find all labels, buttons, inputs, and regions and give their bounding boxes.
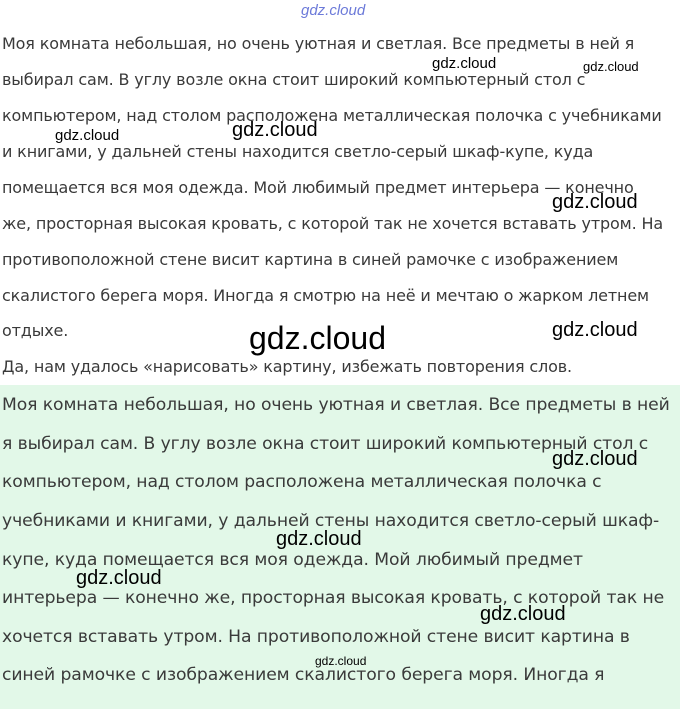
watermark: gdz.cloud — [276, 528, 362, 550]
text-line: компьютером, над столом расположена металлическая полочка с учебниками — [2, 106, 662, 125]
text-line: синей рамочке с изображением скалистого берега моря. Иногда я — [2, 665, 605, 685]
watermark: gdz.cloud — [232, 119, 318, 141]
text-line: Моя комната небольшая, но очень уютная и светлая. Все предметы в ней — [2, 395, 670, 415]
text-line: купе, куда помещается вся моя одежда. Мой любимый предмет — [2, 550, 583, 570]
text-line: же, просторная высокая кровать, с которой так не хочется вставать утром. На — [2, 214, 663, 233]
text-line: скалистого берега моря. Иногда я смотрю на неё и мечтаю о жарком летнем — [2, 286, 649, 305]
watermark: gdz.cloud — [76, 567, 162, 589]
text-line: я выбирал сам. В углу возле окна стоит широкий компьютерный стол с — [2, 434, 649, 454]
text-line: и книгами, у дальней стены находится светло-серый шкаф-купе, куда — [2, 142, 594, 161]
header-watermark: gdz.cloud — [301, 2, 366, 19]
text-line: компьютером, над столом расположена металлическая полочка с — [2, 472, 602, 492]
text-line: учебниками и книгами, у дальней стены находится светло-серый шкаф- — [2, 511, 660, 531]
text-line: интерьера — конечно же, просторная высокая кровать, с которой так не — [2, 588, 665, 608]
watermark: gdz.cloud — [249, 320, 386, 356]
watermark: gdz.cloud — [552, 319, 638, 341]
watermark: gdz.cloud — [55, 127, 120, 144]
text-line: отдыхе. — [2, 321, 69, 340]
watermark: gdz.cloud — [583, 59, 639, 74]
note-line: Да, нам удалось «нарисовать» картину, избежать повторения слов. — [2, 357, 572, 376]
text-line: выбирал сам. В углу возле окна стоит широкий компьютерный стол с — [2, 70, 586, 89]
watermark: gdz.cloud — [315, 654, 367, 668]
watermark: gdz.cloud — [480, 603, 566, 625]
watermark: gdz.cloud — [552, 191, 638, 213]
text-line: противоположной стене висит картина в синей рамочке с изображением — [2, 250, 619, 269]
watermark: gdz.cloud — [552, 448, 638, 470]
text-line: помещается вся моя одежда. Мой любимый предмет интерьера — конечно — [2, 178, 634, 197]
watermark: gdz.cloud — [432, 55, 497, 72]
text-line: Моя комната небольшая, но очень уютная и светлая. Все предметы в ней я — [2, 34, 635, 53]
text-line: хочется вставать утром. На противоположной стене висит картина в — [2, 627, 630, 647]
